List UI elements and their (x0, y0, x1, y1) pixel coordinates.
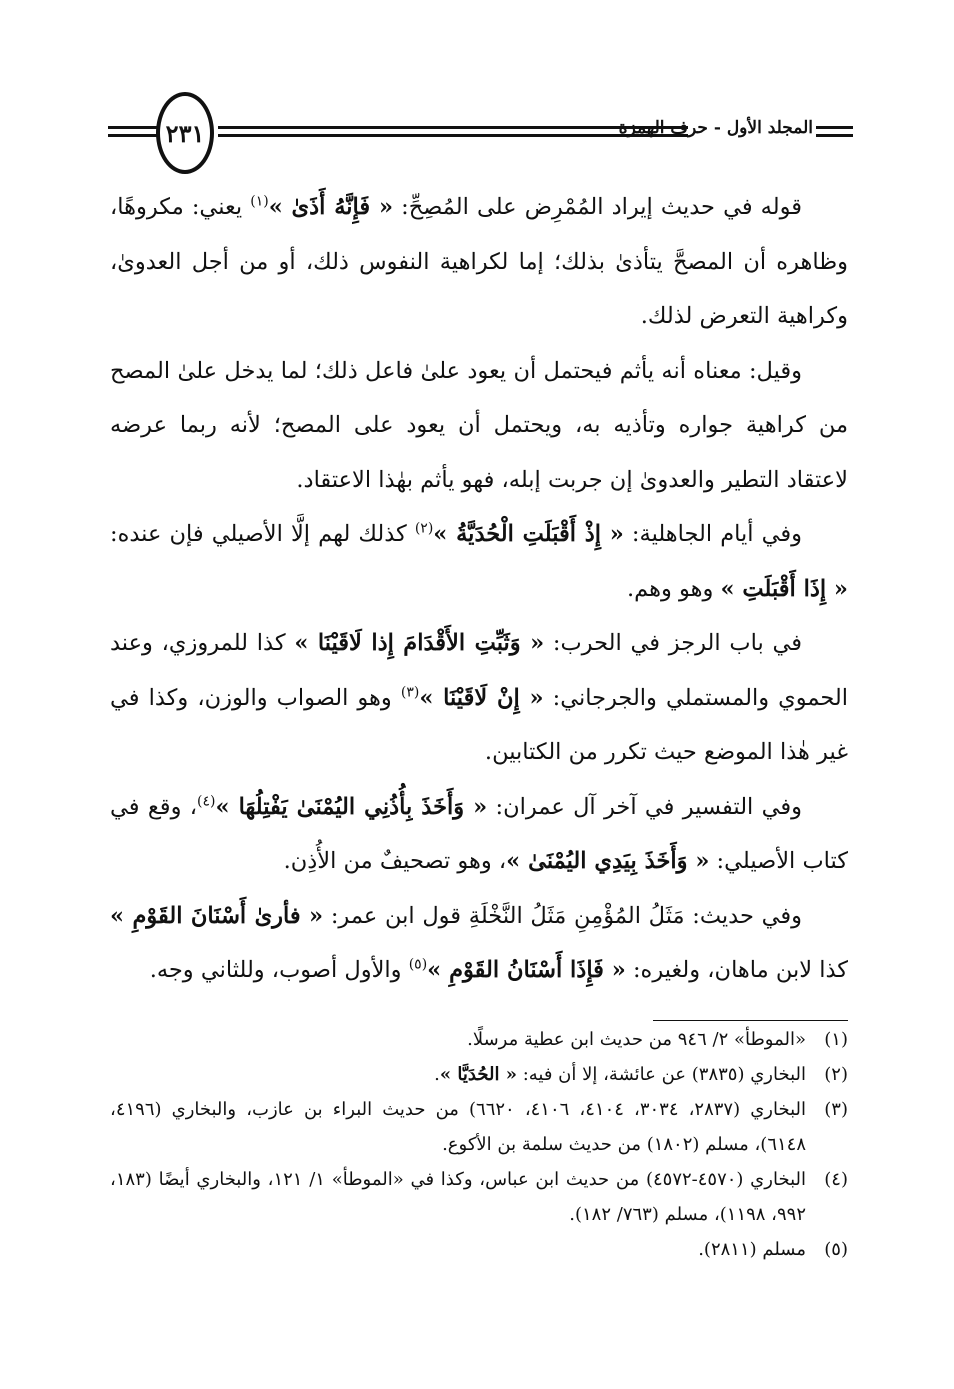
quoted-term: « فَإِنَّهُ أَذَىٰ » (268, 194, 394, 220)
text-run: قوله في حديث إيراد المُمْرِض على المُصِحِّ: (393, 194, 802, 220)
footnote-number: (٤) (824, 1169, 848, 1190)
quoted-term: « الحُدَيَّا » (439, 1064, 517, 1085)
footnotes (110, 1022, 848, 1267)
quoted-term: « إِذَا أَقْبَلَتِ » (720, 575, 848, 602)
footnote-number: (٢) (824, 1064, 848, 1085)
text-run: . (434, 1064, 440, 1085)
quoted-term: « فَإِذَا أَسْنَانُ القَوْمِ » (427, 957, 626, 983)
text-run: البخاري (٢٨٣٧، ٣٠٣٤، ٤١٠٤، ٤١٠٦، ٦٦٢٠) من حديث البراء بن عازب، والبخاري (٤١٩٦، ٦١٤٨)، مسلم (١٨٠٢) من حديث سلمة بن الأكوع. (110, 1099, 807, 1155)
quoted-term: « وَأَخَذَ بِأُذُنِي اليُمْنَىٰ يَفْتِلُهَا » (215, 793, 488, 820)
body-paragraph (110, 889, 848, 998)
running-title: المجلد الأول - حرف الهمزة (618, 118, 813, 138)
text-run: في باب الرجز في الحرب: (544, 630, 802, 656)
header-rule (816, 126, 853, 129)
body-paragraph (110, 507, 848, 616)
text-run: وفي التفسير في آخر آل عمران: (487, 793, 802, 820)
footnote-number: (٥) (824, 1239, 848, 1260)
header-rule (816, 134, 853, 137)
page-number: ٢٣١ (165, 118, 205, 148)
footnote-ref: (٢) (414, 520, 434, 537)
footnote (110, 1057, 848, 1092)
header-rule (108, 134, 158, 137)
body-paragraph (110, 780, 848, 889)
text-run: ، وقع في كتاب الأصيلي: (110, 793, 848, 874)
quoted-term: « إِذْ أَقْبَلَتِ الْحُدَيَّةُ » (433, 521, 624, 547)
footnote (110, 1092, 848, 1162)
text-run: يعني: مكروهًا، وظاهره أن المصحَّ يتأذىٰ بذلك؛ إما لكراهية النفوس ذلك، أو من أجل العدوىٰ، وكراهية التعرض لذلك. (110, 194, 848, 329)
footnote-ref: (٥) (408, 956, 428, 973)
body-paragraph (110, 180, 848, 344)
text-run: كذا لابن ماهان، ولغيره: (625, 957, 848, 983)
text-run: كذلك لهم إلَّا الأصيلي فإن عنده: (110, 521, 415, 547)
header-rule (218, 126, 688, 129)
page-header (108, 92, 853, 182)
text-run: كذا للمروزي، وعند الحموي والمستملي والجرجاني: (110, 630, 849, 711)
footnote (110, 1232, 848, 1267)
text-run: البخاري (٤٥٧٠-٤٥٧٢) من حديث ابن عباس، وكذا في «الموطأ» ١/ ١٢١، والبخاري أيضًا (١٨٣، ٩٩٢، ١١٩٨)، مسلم (٧٦٣/ ١٨٢). (110, 1169, 806, 1225)
text-run: «الموطأ» ٢/ ٩٤٦ من حديث ابن عطية مرسلًا. (467, 1029, 806, 1050)
quoted-term: « إِنْ لَاقَيْنَا » (419, 684, 544, 711)
quoted-term: « وَثَبِّتِ الأَقْدَامَ إِذا لَاقَيْنَا » (294, 630, 545, 656)
text-run: وفي أيام الجاهلية: (623, 521, 802, 547)
text-run: وقيل: معناه أنه يأثم فيحتمل أن يعود علىٰ فاعل ذلك؛ لما يدخل علىٰ المصح من كراهية جواره وتأذيه به، ويحتمل أن يعود على المصح؛ لأنه ربما عرضه لاعتقاد التطير والعدوىٰ إن جربت إبله، فهو يأثم بهٰذا الاعتقاد. (110, 357, 848, 493)
footnote-number: (٣) (824, 1099, 848, 1120)
footnote-ref: (٣) (400, 684, 420, 700)
body-paragraph (110, 616, 848, 780)
text-run: والأول أصوب، وللثاني وجه. (149, 957, 409, 983)
header-rule (218, 134, 688, 137)
page-number-badge (156, 92, 214, 174)
body-paragraph (110, 344, 848, 508)
footnote (110, 1022, 848, 1057)
footnote (110, 1162, 848, 1232)
quoted-term: « وَأَخَذَ بِيَدِي اليُمْنَىٰ » (506, 848, 710, 874)
text-run: وهو وهم. (626, 575, 721, 602)
text-run: وفي حديث: مَثَلُ المُؤْمِنِ مَثَلُ النَّخْلَةِ قول ابن عمر: (323, 902, 802, 929)
footnote-ref: (١) (250, 193, 269, 210)
main-text (110, 180, 848, 998)
quoted-term: « فأرىٰ أَسْنَانَ القَوْمِ » (110, 902, 324, 929)
text-run: وهو الصواب والوزن، وكذا في غير هٰذا الموضع حيث تكرر من الكتابين. (110, 684, 848, 765)
text-run: مسلم (٢٨١١). (698, 1239, 806, 1260)
text-run: البخاري (٣٨٣٥) عن عائشة، إلا أن فيه: (516, 1064, 806, 1085)
footnote-separator (653, 1020, 848, 1021)
footnote-number: (١) (824, 1029, 848, 1050)
text-run: ، وهو تصحيفٌ من الأُذِن. (283, 848, 507, 874)
header-rule (108, 126, 158, 129)
footnote-ref: (٤) (197, 793, 216, 809)
